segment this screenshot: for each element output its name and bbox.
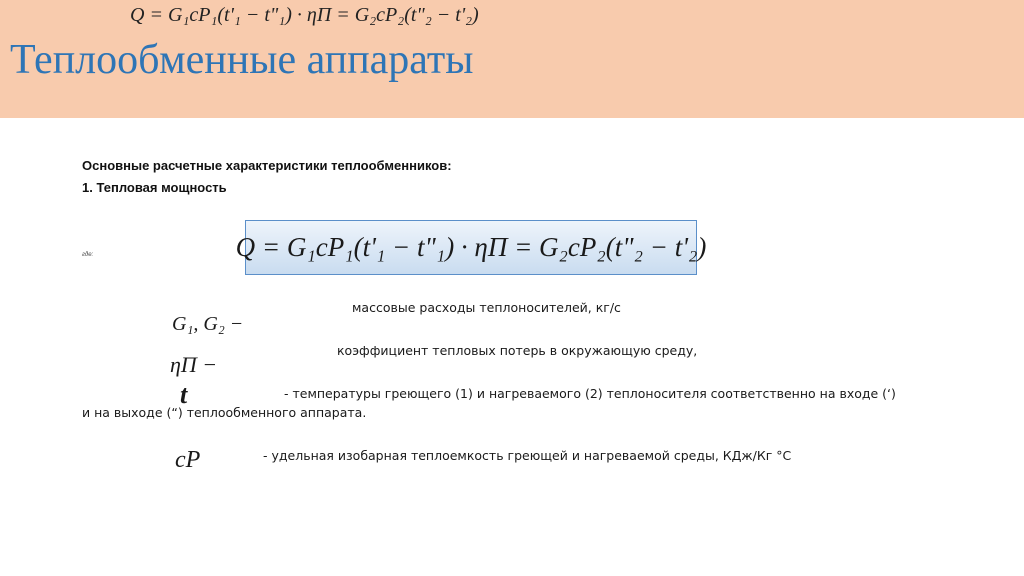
temperature-description: - температуры греющего (1) и нагреваемого (2) теплоносителя соответственно на входе (‘) bbox=[284, 386, 896, 401]
subsection-heading: 1. Тепловая мощность bbox=[82, 180, 227, 195]
loss-coefficient-description: коэффициент тепловых потерь в окружающую среду, bbox=[337, 343, 698, 358]
heat-capacity-description: - удельная изобарная теплоемкость греющей и нагреваемой среды, КДж/Кг °С bbox=[263, 448, 792, 463]
mass-flow-description: массовые расходы теплоносителей, кг/с bbox=[352, 300, 621, 315]
heat-power-formula: Q = G₁cP₁(t'₁ − t"₁) · ηП = G₂cP₂(t"₂ − t'₂) bbox=[235, 232, 707, 262]
title-banner bbox=[0, 0, 1024, 118]
loss-coefficient-symbol: ηП − bbox=[170, 352, 218, 377]
where-label: где: bbox=[82, 252, 94, 258]
section-heading: Основные расчетные характеристики теплообменников: bbox=[82, 158, 452, 173]
heat-capacity-symbol: cP bbox=[175, 447, 201, 473]
temperature-symbol: t bbox=[180, 380, 188, 409]
temperature-description-cont: и на выходе (“) теплообменного аппарата. bbox=[82, 405, 367, 420]
page-title: Теплообменные аппараты bbox=[10, 37, 474, 83]
mass-flow-symbol: G₁, G₂ − bbox=[172, 313, 244, 335]
header-formula: Q = G₁cP₁(t'₁ − t"₁) · ηП = G₂cP₂(t"₂ − t'₂) bbox=[130, 4, 479, 26]
formula-box bbox=[235, 220, 707, 275]
